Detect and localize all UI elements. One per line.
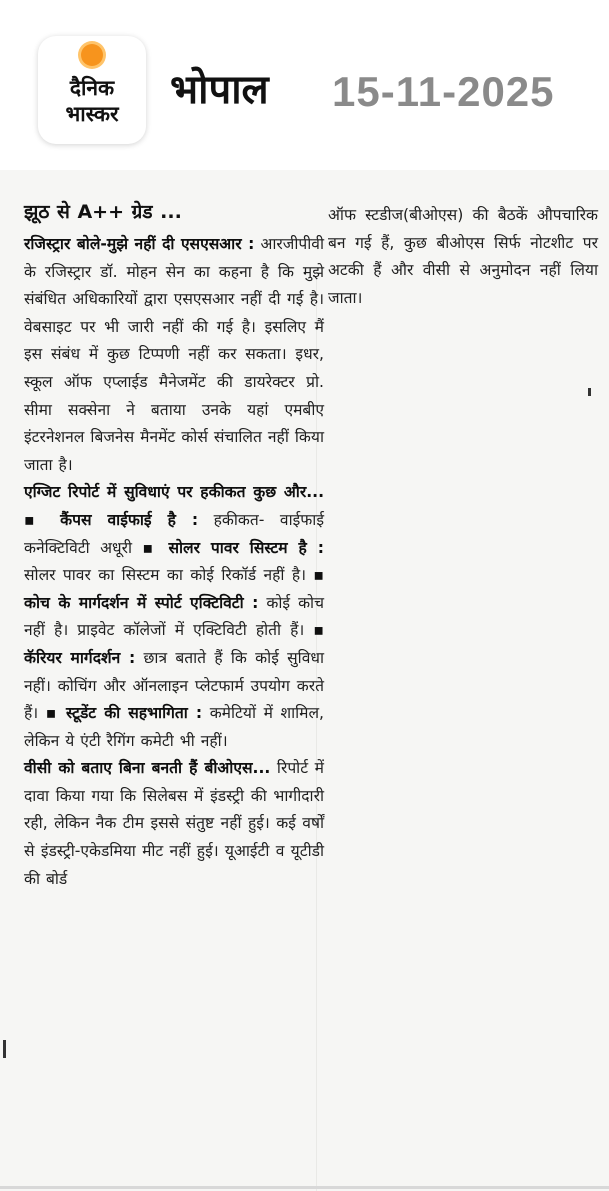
dainik-bhaskar-logo (38, 36, 146, 144)
wifi-text: हकीकत- वाईफाई कनेक्टिविटी अधूरी (24, 510, 324, 557)
participation-subhead: ▪ स्टूडेंट की सहभागिता : (45, 704, 203, 723)
article-right-column (328, 202, 598, 312)
paragraph-exit-report (24, 479, 324, 755)
sun-icon (81, 44, 103, 66)
sports-text: कोई कोच नहीं है। प्राइवेट कॉलेजों में एक्टिविटी होती हैं। (24, 593, 324, 640)
edition-city: भोपाल (170, 67, 269, 113)
registrar-text: आरजीपीवी के रजिस्ट्रार डॉ. मोहन सेन का कहना है कि मुझे संबंधित अधिकारियों द्वारा एसएसआर नहीं दी गई है। वेबसाइट पर भी जारी नहीं की गई है। इसलिए मैं इस संबंध में कुछ टिप्पणी नहीं कर सकता। इधर, स्कूल ऑफ एप्लाईड मैनेजमेंट की डायरेक्टर प्रो. सीमा सक्सेना ने बताया उनके यहां एमबीए इंटरनेशनल बिजनेस मैनमेंट कोर्स संचालित नहीं किया जाता है। (24, 235, 324, 474)
career-text: छात्र बताते हैं कि कोई सुविधा नहीं। कोचिंग और ऑनलाइन प्लेटफार्म उपयोग करते हैं। (24, 648, 325, 723)
solar-text: सोलर पावर का सिस्टम का कोई रिकॉर्ड नहीं है। (24, 566, 314, 585)
bos-text: रिपोर्ट में दावा किया गया कि सिलेबस में इंडस्ट्री की भागीदारी रही, लेकिन नैक टीम इससे संतुष्ट नहीं हुई। कई वर्षों से इंडस्ट्री-एकेडमिया मीट नहीं हुई। यूआईटी व यूटीडी की बोर्ड (24, 759, 324, 888)
article-headline: झूठ से A++ ग्रेड ... (24, 201, 182, 223)
paragraph-bos-continued: ऑफ स्टडीज(बीओएस) की बैठकें औपचारिक बन गई हैं, कुछ बीओएस सिर्फ नोटशीट पर अटकी हैं और वीसी से अनुमोदन नहीं लिया जाता। (328, 206, 598, 307)
career-subhead: ▪ कॅरियर मार्गदर्शन : (24, 621, 324, 667)
sports-subhead: ▪ कोच के मार्गदर्शन में स्पोर्ट एक्टिविटी : (24, 566, 324, 612)
participation-text: कमेटियों में शामिल, लेकिन ये एंटी रैगिंग कमेटी भी नहीं। (24, 704, 325, 750)
solar-subhead: ▪ सोलर पावर सिस्टम है : (142, 538, 324, 557)
bottom-rule (0, 1186, 609, 1189)
article-clipping (0, 170, 609, 1191)
logo-text-line-1: दैनिक (69, 76, 115, 100)
print-speck (588, 388, 591, 396)
paragraph-bos (24, 755, 324, 893)
clipping-header (0, 0, 609, 170)
paragraph-registrar (24, 231, 324, 479)
print-speck (3, 1040, 6, 1058)
exit-report-subhead: एग्जिट रिपोर्ट में सुविधाएं पर हकीकत कुछ और... ▪ कैंपस वाईफाई है : (24, 483, 324, 529)
article-left-column (24, 195, 324, 893)
edition-date: 15-11-2025 (332, 68, 555, 115)
registrar-subhead: रजिस्ट्रार बोले-मुझे नहीं दी एसएसआर : (24, 235, 255, 253)
bos-subhead: वीसी को बताए बिना बनती हैं बीओएस... (24, 759, 271, 778)
logo-text-line-2: भास्कर (65, 102, 119, 126)
